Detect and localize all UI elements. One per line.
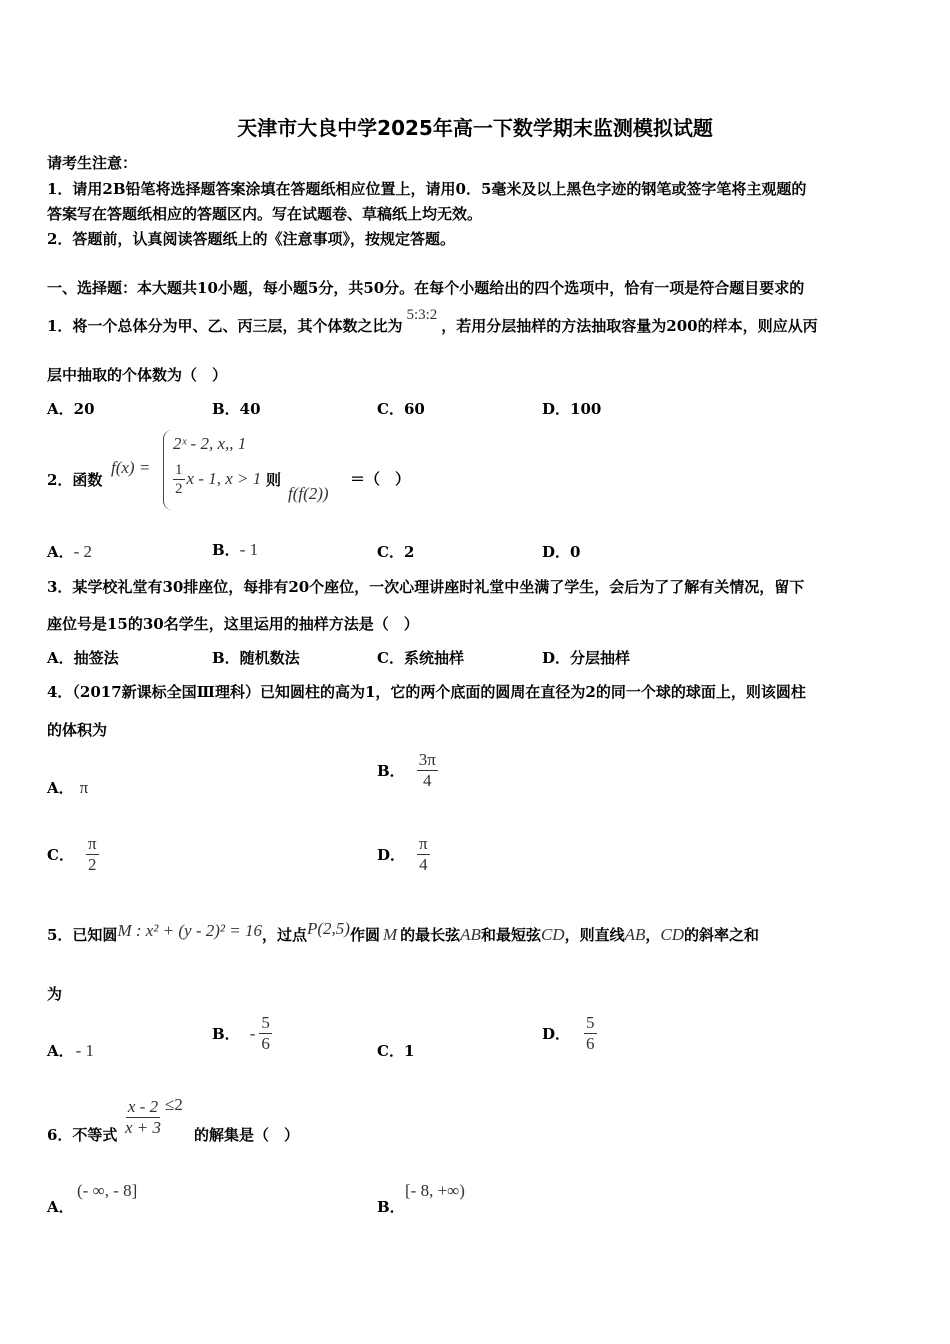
q5-option-a[interactable] xyxy=(47,1040,94,1061)
q4-option-b-fraction xyxy=(417,750,438,791)
q4-option-c-numerator: π xyxy=(87,834,97,853)
q4-option-c[interactable] xyxy=(47,834,99,875)
q4-option-d[interactable] xyxy=(377,834,430,875)
q4-stem-line1: 4．（2017新课标全国Ⅲ理科）已知圆柱的高为1，它的两个底面的圆周在直径为2的同一个球的球面上，则该圆柱 xyxy=(47,683,806,701)
q2-option-b-label: B． xyxy=(212,541,240,559)
q6-option-a-value: (- ∞, - 8] xyxy=(77,1181,138,1200)
q4-option-a-value: π xyxy=(79,778,89,797)
q5-option-d-label: D． xyxy=(542,1025,571,1043)
section-heading: 一、选择题：本大题共10小题，每小题5分，共50分。在每个小题给出的四个选项中，恰有一项是符合题目要求的 xyxy=(47,279,805,297)
q6-le-two: ≤2 xyxy=(165,1095,183,1114)
q5-option-b-fraction xyxy=(259,1013,272,1054)
q2-function-name: f(x) = xyxy=(111,458,151,477)
q2-case-2 xyxy=(173,461,261,498)
q2-case-2-denominator: 2 xyxy=(175,481,183,497)
q3-option-a[interactable]: A．抽签法 xyxy=(47,649,119,667)
q4-option-c-label: C． xyxy=(47,846,74,864)
q2-option-c[interactable] xyxy=(377,541,414,562)
q5-option-d-numerator: 5 xyxy=(586,1013,595,1032)
q2-option-d-label: D． xyxy=(542,543,571,561)
q5-option-c[interactable] xyxy=(377,1040,414,1061)
q4-option-b-label: B． xyxy=(377,762,405,780)
q6-numerator: x - 2 xyxy=(127,1097,159,1116)
q2-option-d-value: 0 xyxy=(570,543,581,561)
q5-circle-name: M xyxy=(382,925,398,944)
q5-stem-line2: 为 xyxy=(47,985,63,1003)
q4-option-d-numerator: π xyxy=(419,834,428,853)
q1-option-a[interactable]: A．20 xyxy=(47,400,95,418)
q2-piecewise-brace xyxy=(163,430,172,510)
q2-option-a-value: - 2 xyxy=(73,542,93,561)
q6-stem-pre: 6．不等式 xyxy=(47,1126,118,1144)
q1-option-b[interactable]: B．40 xyxy=(212,400,261,418)
q5-option-c-value: 1 xyxy=(403,1042,415,1060)
q6-denominator: x + 3 xyxy=(125,1118,162,1137)
notice-line-1b: 答案写在答题纸相应的答题区内。写在试题卷、草稿纸上均无效。 xyxy=(47,205,483,223)
q5-line-cd: CD xyxy=(660,925,685,944)
q6-option-b-value: [- 8, +∞) xyxy=(405,1181,465,1200)
q5-option-b[interactable] xyxy=(212,1013,272,1054)
q5-option-c-label: C． xyxy=(377,1042,404,1060)
page-title: 天津市大良中学2025年高一下数学期末监测模拟试题 xyxy=(237,116,713,140)
q5-stem-mid5: ，则直线 xyxy=(564,926,625,944)
q5-option-a-label: A． xyxy=(47,1042,74,1060)
q6-option-b-label: B． xyxy=(377,1198,405,1216)
q4-option-b-denominator: 4 xyxy=(422,771,432,790)
q1-stem-pre: 1．将一个总体分为甲、乙、丙三层，其个体数之比为 xyxy=(47,317,403,335)
q1-stem-post: ，若用分层抽样的方法抽取容量为200的样本，则应从丙 xyxy=(441,317,818,335)
q5-option-b-numerator: 5 xyxy=(261,1013,270,1032)
q6-stem-post: 的解集是（ ） xyxy=(194,1126,300,1144)
q5-stem-pre: 5．已知圆 xyxy=(47,926,118,944)
q4-option-d-fraction xyxy=(417,834,430,875)
q5-point: P(2,5) xyxy=(307,919,350,938)
q6-option-a[interactable] xyxy=(47,1196,74,1217)
q4-option-c-denominator: 2 xyxy=(88,855,97,874)
q5-chord-ab: AB xyxy=(460,925,481,944)
q5-option-d-denominator: 6 xyxy=(586,1034,595,1053)
q3-option-c[interactable]: C．系统抽样 xyxy=(377,649,464,667)
q5-option-b-label: B． xyxy=(212,1025,240,1043)
q2-option-a-label: A． xyxy=(47,543,74,561)
notice-heading: 请考生注意： xyxy=(47,154,138,172)
q2-case-1: 2ˣ - 2, x,, 1 xyxy=(173,434,247,453)
q3-option-d[interactable]: D．分层抽样 xyxy=(542,649,631,667)
q2-case-2-numerator: 1 xyxy=(175,462,183,478)
q2-option-c-value: 2 xyxy=(403,543,415,561)
q5-circle-equation: M : x² + (y - 2)² = 16 xyxy=(117,921,262,940)
q5-chord-cd: CD xyxy=(540,925,565,944)
q5-option-d-fraction xyxy=(584,1013,597,1054)
q5-comma: ， xyxy=(645,926,661,944)
question-1 xyxy=(47,307,818,336)
question-5 xyxy=(47,919,760,945)
q2-composite: f(f(2)) xyxy=(288,484,329,503)
q5-stem-post: 的斜率之和 xyxy=(684,926,760,944)
q4-option-c-fraction xyxy=(86,834,99,875)
q2-option-c-label: C． xyxy=(377,543,404,561)
q4-option-a[interactable] xyxy=(47,777,88,798)
q5-stem-mid1: ，过点 xyxy=(261,926,307,944)
q2-option-a[interactable] xyxy=(47,541,92,562)
q2-number: 2．函数 xyxy=(47,471,103,489)
q2-option-b-value: - 1 xyxy=(239,540,259,559)
q4-option-a-label: A． xyxy=(47,779,74,797)
q3-stem-line2: 座位号是15的30名学生，这里运用的抽样方法是（ ） xyxy=(47,615,419,633)
q5-option-d[interactable] xyxy=(542,1013,597,1054)
q4-option-b-numerator: 3π xyxy=(418,750,436,769)
q5-option-a-value: - 1 xyxy=(75,1041,95,1060)
q3-option-b[interactable]: B．随机数法 xyxy=(212,649,300,667)
q5-stem-mid4: 和最短弦 xyxy=(480,926,541,944)
q6-fraction xyxy=(123,1097,163,1138)
q4-option-d-denominator: 4 xyxy=(419,855,428,874)
q2-option-d[interactable] xyxy=(542,541,580,562)
q4-option-b[interactable] xyxy=(377,750,438,791)
q6-inequality xyxy=(123,1097,183,1138)
q5-stem-mid2: 作圆 xyxy=(349,926,380,944)
q3-stem-line1: 3．某学校礼堂有30排座位，每排有20个座位，一次心理讲座时礼堂中坐满了学生，会后为了了解有关情况，留下 xyxy=(47,578,805,596)
q1-option-c[interactable]: C．60 xyxy=(377,400,425,418)
q5-option-b-sign: - xyxy=(249,1023,256,1043)
q6-option-b[interactable] xyxy=(377,1196,405,1217)
q4-option-d-label: D． xyxy=(377,846,406,864)
q5-line-ab: AB xyxy=(624,925,646,944)
q1-option-d[interactable]: D．100 xyxy=(542,400,602,418)
q2-case-2-expr: x - 1, x > 1 xyxy=(186,469,262,488)
q2-option-b[interactable] xyxy=(212,539,258,560)
notice-line-2: 2．答题前，认真阅读答题纸上的《注意事项》，按规定答题。 xyxy=(47,230,455,248)
notice-line-1a: 1．请用2B铅笔将选择题答案涂填在答题纸相应位置上，请用0．5毫米及以上黑色字迹的钢笔或签字笔将主观题的 xyxy=(47,180,807,198)
q1-ratio: 5:3:2 xyxy=(406,307,438,323)
q5-option-b-denominator: 6 xyxy=(261,1034,270,1053)
q6-option-a-label: A． xyxy=(47,1198,74,1216)
q1-stem-line2: 层中抽取的个体数为（ ） xyxy=(47,366,228,384)
q4-stem-line2: 的体积为 xyxy=(47,721,108,739)
q2-case-2-fraction xyxy=(173,461,185,498)
q2-tail: ＝（ ） xyxy=(350,470,411,488)
q5-stem-mid3: 的最长弦 xyxy=(400,926,461,944)
q2-then: 则 xyxy=(266,471,282,489)
